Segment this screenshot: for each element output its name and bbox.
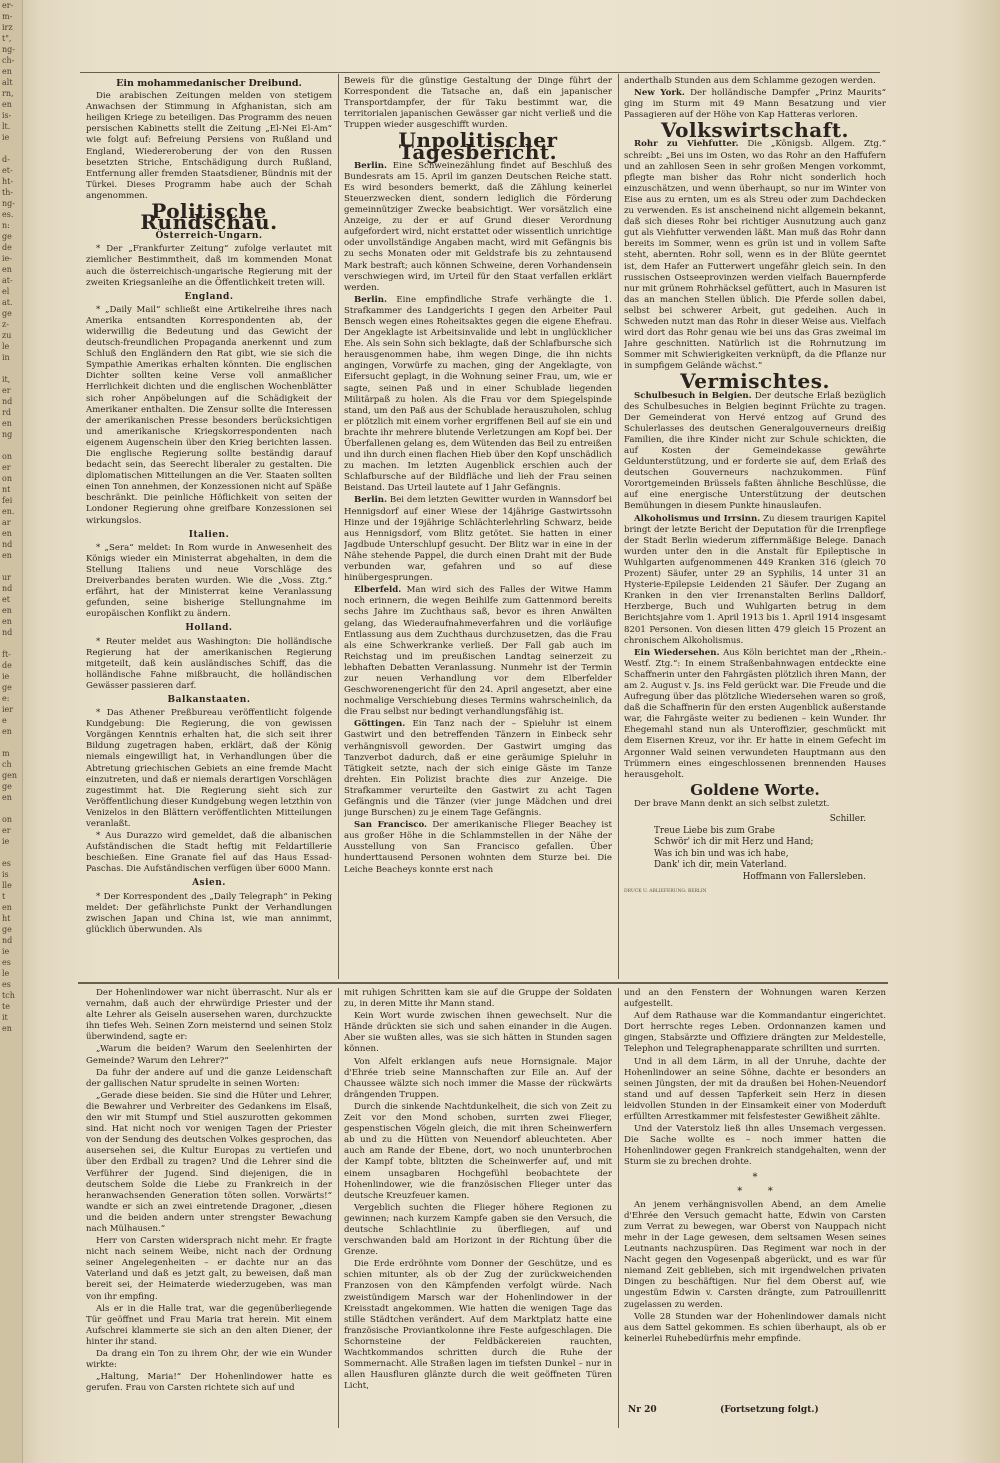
bleed-fragment: en — [2, 727, 12, 736]
novel-paragraph: „Gerade diese beiden. Sie sind die Hüter und Lehrer, die Bewahrer und Verbreiter des Gedankens im Elsaß, den wir mit Stumpf und Stiel auszurotten gekommen sind. Hat nicht noch vor wenigen Tagen der Priester von der Sendung des deutschen Volkes gesprochen, das ausersehen sei, die Kultur Europas zu vertiefen und über den Erdball zu tragen? Und die Lehrer sind die Verführer der Jugend. Sind diejenigen, die in deutschem Solde die Liebe zu Frankreich in der heranwachsenden Generation töten sollen. Vorwärts!“ wandte er sich an zwei eintretende Dragoner, „diesen und die beiden andern unter strengster Bewachung nach Mülhausen.“ — [86, 1090, 332, 1234]
poem-line: Schwör' ich dir mit Herz und Hand; — [654, 837, 814, 848]
bleed-fragment: ch — [2, 760, 12, 769]
bleed-fragment: en — [2, 419, 12, 428]
bleed-fragment: er — [2, 386, 11, 395]
bleed-fragment: fei — [2, 496, 13, 505]
article-title-dreibund: Ein mohammedanischer Dreibund. — [116, 78, 302, 89]
article-text: Zu diesem traurigen Kapitel bringt der letzte Bericht der Deputation für die Irrenpflege der Stadt Berlin wiederum ziffernmäßige Belege. Danach wurden unter den in die Anstalt für Epileptische in Wuhlgarten aufgenommenen 449 Kranken 316 (gleich 70 Prozent) Säufer, unter 29 an Syphilis, 14 unter 31 an Hysterie-Epilepsie Leidenden 21 Säufer. Der Zugang an Kranken in den vier Irrenanstalten Berlins Dalldorf, Herzberge, Buch und Wuhlgarten betrug in dem Berichtsjahre vom 1. April 1913 bis 1. April 1914 insgesamt 8201 Personen. Von diesen litten 479 gleich 15 Prozent an chronischem Alkoholismus. — [624, 513, 886, 646]
bleed-fragment: ie — [2, 672, 10, 681]
adjacent-page-bleed — [0, 0, 23, 1463]
bleed-fragment: it — [2, 1013, 8, 1022]
bleed-fragment: th- — [2, 188, 14, 197]
report-berlin-1 — [344, 161, 612, 294]
bleed-fragment: is- — [2, 111, 12, 120]
bleed-fragment: on — [2, 474, 12, 483]
feuilleton-column-3 — [624, 988, 886, 1388]
novel-paragraph: Vergeblich suchten die Flieger höhere Regionen zu gewinnen; nach kurzem Kampfe gaben sie den Versuch, die deutsche Schlachtlinie zu überfliegen, auf und verschwanden bald am Horizont in der Richtung über die Grenze. — [344, 1202, 612, 1258]
novel-paragraph: An jenem verhängnisvollen Abend, an dem Amelie d'Ehrée den Versuch gemacht hatte, Edwin von Carsten zum Verrat zu bewegen, war Oberst von Nauppach nicht mehr in der Lage gewesen, dem seltsamen Wesen seines Leutnants nachzuspüren. Das Regiment war noch in der Nacht gegen den Vogesenpaß abgerückt, und es war für niemand Zeit geblieben, sich mit irgendwelchen privaten Dingen zu beschäftigen. Nur fiel dem Oberst auf, wie ungestüm Edwin v. Carsten drängte, zum Patrouillenritt zugelassen zu werden. — [624, 1199, 886, 1310]
bleed-fragment: ft- — [2, 650, 11, 659]
dateline: San Francisco. — [354, 820, 428, 831]
section-break-star: * — [752, 1171, 758, 1183]
report-text: Ein Tanz nach der – Spieluhr ist einem Gastwirt und den betreffenden Tänzern in Einbeck sehr verhängnisvoll geworden. Der Gastwirt umging das Tanzverbot dadurch, daß er eine geräumige Spieluhr in Tätigkeit setzte, nach der sich einige Gäste im Tanze drehten. Ein Polizist brachte dies zur Anzeige. Die Strafkammer verurteilte den Gastwirt zu acht Tagen Gefängnis und die Tänzer (vier junge Mädchen und drei junge Burschen) zu je einem Tage Gefängnis. — [344, 719, 612, 819]
novel-paragraph: Als er in die Halle trat, war die gegenüberliegende Tür geöffnet und Frau Maria trat herein. Mit einem Aufschrei klammerte sie sich an den alten Diener, der hinter ihr stand. — [86, 1303, 332, 1347]
bleed-fragment: gen — [2, 771, 18, 780]
report-elberfeld — [344, 585, 612, 718]
bleed-fragment: at- — [2, 276, 13, 285]
report-new-york — [624, 88, 886, 121]
article-alkoholismus — [624, 514, 886, 647]
continued-note: (Fortsetzung folgt.) — [720, 1405, 819, 1415]
report-berlin-2 — [344, 295, 612, 495]
text-oesterreich: * Der „Frankfurter Zeitung“ zufolge verlautet mit ziemlicher Bestimmtheit, daß im kommenden Monat auch die österreichisch-ungarische Regierung mit der zweiten Kriegsanleihe an die Öffentlichkeit treten will. — [86, 244, 332, 288]
bleed-fragment: es — [2, 859, 11, 868]
bleed-fragment: on — [2, 452, 12, 461]
bleed-fragment: at. — [2, 298, 13, 307]
bleed-fragment: en — [2, 793, 12, 802]
column-rule-4 — [618, 988, 619, 1428]
bleed-fragment: en. — [2, 507, 15, 516]
bleed-fragment: ur — [2, 573, 11, 582]
column-top-middle — [344, 76, 612, 978]
novel-paragraph: „Haltung, Maria!“ Der Hohenlindower hatte es gerufen. Frau von Carsten richtete sich auf und — [86, 1372, 332, 1394]
bleed-fragment: ge — [2, 309, 12, 318]
bleed-fragment: tch — [2, 991, 15, 1000]
bleed-fragment: en — [2, 551, 12, 560]
bleed-fragment — [2, 737, 22, 748]
bleed-fragment: er- — [2, 1, 14, 10]
bleed-fragment: de — [2, 243, 12, 252]
bleed-fragment: rd — [2, 408, 11, 417]
bleed-fragment: ier — [2, 705, 14, 714]
bleed-fragment: m- — [2, 12, 13, 21]
novel-paragraph: mit ruhigen Schritten kam sie auf die Gruppe der Soldaten zu, in deren Mitte ihr Mann stand. — [344, 988, 612, 1010]
feuilleton-column-2 — [344, 988, 612, 1428]
bleed-fragment — [2, 638, 22, 649]
novel-paragraph: Und der Vaterstolz ließ ihn alles Unsemach vergessen. Die Sache wollte es – noch immer hatten die Hohenlindower gegen Frankreich standgehalten, wenn der Sturm sie zu brechen drohte. — [624, 1124, 886, 1168]
bleed-fragment: el — [2, 287, 10, 296]
novel-paragraph: Von Alfelt erklangen aufs neue Hornsignale. Major d'Ehrée trieb seine Mannschaften zur Eile an. Auf der Chaussee wälzte sich noch immer die Masse der rückwärts drängenden Truppen. — [344, 1056, 612, 1100]
novel-paragraph: Herr von Carsten widersprach nicht mehr. Er fragte nicht nach seinem Weibe, nicht nach der Ordnung seiner Angelegenheiten – er dachte nur an das Vaterland und daß es jetzt galt, zu beweisen, daß man bereit sei, der Heimaterde wiederzugeben, was man von ihr empfing. — [86, 1236, 332, 1302]
report-text: Eine Schweinezählung findet auf Beschluß des Bundesrats am 15. April im ganzen Deutschen Reiche statt. Es wird besonders bemerkt, daß die Zählung keinerlei Steuerzwecken dient, sondern lediglich die Förderung gemeinnütziger Zwecke beabsichtigt. Wer vorsätzlich eine Anzeige, zu der er auf Grund dieser Verordnung aufgefordert wird, nicht erstattet oder wissentlich unrichtige oder unvollständige Angaben macht, wird mit Gefängnis bis zu sechs Monaten oder mit Geldstrafe bis zu zehntausend Mark bestraft; auch können Schweine, deren Vorhandensein verschwiegen wird, im Urteil für den Staat verfallen erklärt werden. — [344, 160, 612, 293]
dateline: Berlin. — [354, 294, 388, 305]
bleed-fragment: et- — [2, 166, 13, 175]
novel-paragraph: Die Erde erdröhnte vom Donner der Geschütze, und es schien mitunter, als ob der Zug der zurückweichenden Franzosen von den Kämpfenden verfolgt würde. Nach zweistündigem Marsch war der Hohenlindower in der Kreisstadt angekommen. Wie hatten die wenigen Tage das stille Städtchen verändert. Auf dem Marktplatz hatte eine französische Proviantkolonne ihre Feste aufgeschlagen. Die Schornsteine der Feldbäckereien rauchten, Wachtkommandos schritten durch die Ruhe der Sommernacht. Alle Straßen lagen im tiefsten Dunkel – nur in allen Hausfluren glänzte durch die weit geöffneten Türen Licht, — [344, 1259, 612, 1392]
bleed-fragment: ie — [2, 837, 10, 846]
bleed-fragment: en — [2, 265, 12, 274]
dateline: Berlin. — [354, 160, 388, 171]
bleed-fragment: en — [2, 1024, 12, 1033]
dateline: Berlin. — [354, 495, 388, 506]
bleed-fragment: ge — [2, 925, 12, 934]
bleed-fragment: le — [2, 342, 10, 351]
text-england: * „Daily Mail“ schließt eine Artikelreihe ihres nach Amerika entsandten Korrespondenten ab, der widerwillig die Bedeutung und das Gewicht der deutsch-freundlichen Propaganda anerkennt und zum Schluß den Engländern den Rat gibt, wie sie sich die Sympathie Amerikas erhalten könnten. Die englischen Dichter sollten keine Verse voll anmaßlicher Herrlichkeit dichten und die englischen Wochenblätter sich roher Anpöbelungen auf die Schädigkeit der Amerikaner enthalten. Die Zensur sollte die Interessen der amerikanischen Presse besonders berücksichtigen und amerikanische Kriegskorrespondenten nach eigenem Augenschein über den Krieg berichten lassen. Die englische Regierung sollte beständig darauf bedacht sein, das Seerecht liberaler zu gestalten. Die diplomatischen Mitteilungen an die Ver. Staaten sollten einen Ton annehmen, der Konzessionen nicht auf Späße beschränkt. Die peinliche Höflichkeit von seiten der Londoner Regierung ohne greifbare Konzessionen sei wirkungslos. — [86, 304, 332, 526]
bleed-fragment: en — [2, 529, 12, 538]
poem-line: Treue Liebe bis zum Grabe — [654, 825, 775, 836]
bleed-fragment: ge — [2, 683, 12, 692]
novel-paragraph: Durch die sinkende Nachtdunkelheit, die sich von Zeit zu Zeit vor den Mond schoben, surrten zwei Flieger, gespenstischen Vögeln gleich, die mit ihren Scheinwerfern ab und zu die Hütten von Neuendorf ableuchteten. Aber auch am Rande der Ebene, dort, wo noch ununterbrochen der Kampf tobte, blitzten die Scheinwerfer auf, und mit einem unsagbaren Hochgefühl beobachtete der Hohenlindower, wie die französischen Flieger unter das deutsche Kreuzfeuer kamen. — [344, 1101, 612, 1201]
bleed-fragment: ge — [2, 782, 12, 791]
dateline: Göttingen. — [354, 719, 406, 730]
bleed-fragment — [2, 440, 22, 451]
bleed-fragment — [2, 847, 22, 858]
text-sf-continued: anderthalb Stunden aus dem Schlamme gezogen werden. — [624, 76, 876, 86]
top-border-rule — [80, 72, 880, 73]
poem-author: Hoffmann von Fallersleben. — [742, 871, 866, 882]
text-italien: * „Sera“ meldet: In Rom wurde in Anwesenheit des Königs wieder ein Ministerrat abgehalten, in dem die Stellung Italiens und neue Vorschläge des Dreiverbandes beraten wurden. Wie die „Voss. Ztg.“ erfährt, hat der Ministerrat keine Veranlassung gefunden, seine bisherige Stellungnahme im europäischen Konflikt zu ändern. — [86, 542, 332, 620]
bleed-fragment: t — [2, 892, 6, 901]
bleed-fragment: nd — [2, 540, 13, 549]
bleed-fragment: et — [2, 595, 10, 604]
subhead-balkan: Balkanstaaten. — [167, 694, 251, 705]
subhead-holland: Holland. — [185, 623, 233, 634]
subhead-italien: Italien. — [188, 529, 230, 540]
bleed-fragment: en — [2, 606, 12, 615]
bleed-fragment: irz — [2, 23, 13, 32]
article-lead: Alkoholismus und Irrsinn. — [634, 513, 761, 524]
text-asien-continued: Beweis für die günstige Gestaltung der Dinge führt der Korrespondent die Tatsache an, daß ein japanischer Transportdampfer, der für Taku bestimmt war, die territorialen japanischen Gewässer gar nicht verließ und die Truppen wieder ausgeschifft wurden. — [344, 76, 612, 131]
report-text: Der holländische Dampfer „Prinz Maurits“ ging im Sturm mit 49 Mann Besatzung und vier Passagieren auf der Höhe von Kap Hatteras verloren. — [624, 88, 886, 121]
section-title-tagesbericht: Unpolitischer Tagesbericht. — [398, 128, 558, 164]
article-rohr — [624, 139, 886, 372]
bleed-fragment: ng- — [2, 199, 15, 208]
bleed-fragment: nd — [2, 397, 13, 406]
bleed-fragment: er — [2, 826, 11, 835]
column-rule-1 — [338, 74, 339, 979]
novel-paragraph: Volle 28 Stunden war der Hohenlindower damals nicht aus dem Sattel gekommen. Es schien überhaupt, als ob er keinerlei Ruhebedürfnis mehr empfinde. — [624, 1311, 886, 1344]
bleed-fragment: ng- — [2, 45, 15, 54]
bleed-fragment: nd — [2, 628, 13, 637]
bleed-fragment: is — [2, 870, 9, 879]
report-berlin-3 — [344, 495, 612, 584]
bleed-fragment: en — [2, 100, 12, 109]
bleed-fragment: ge — [2, 232, 12, 241]
dateline: New York. — [634, 88, 685, 99]
bleed-fragment: te — [2, 1002, 10, 1011]
issue-number: Nr 20 — [628, 1405, 657, 1415]
report-san-francisco — [344, 820, 612, 875]
bleed-fragment: ar — [2, 518, 11, 527]
bleed-fragment: ht — [2, 914, 11, 923]
bleed-fragment: m — [2, 749, 10, 758]
column-rule-2 — [618, 74, 619, 979]
subhead-asien: Asien. — [192, 878, 226, 889]
column-rule-3 — [338, 988, 339, 1428]
bleed-fragment: de — [2, 661, 12, 670]
bleed-fragment: t", — [2, 34, 12, 43]
feuilleton-column-1 — [86, 988, 332, 1428]
dateline: Elberfeld. — [354, 585, 402, 596]
quote-text: Der brave Mann denkt an sich selbst zuletzt. — [634, 798, 830, 809]
report-text: Der amerikanische Flieger Beachey ist aus großer Höhe in die Schlammstellen in der Nähe der Ausstellung von San Francisco gefallen. Über hunderttausend Personen wohnten dem Sturze bei. Die Leiche Beacheys konnte erst nach — [344, 820, 612, 875]
bleed-fragment — [2, 363, 22, 374]
bleed-fragment: z- — [2, 320, 9, 329]
feuilleton-separator-rule — [78, 982, 888, 984]
bleed-fragment: in — [2, 353, 10, 362]
article-lead: Schulbesuch in Belgien. — [634, 390, 752, 401]
bleed-fragment: d- — [2, 155, 10, 164]
novel-paragraph: und an den Fenstern der Wohnungen waren Kerzen aufgestellt. — [624, 988, 886, 1010]
subhead-england: England. — [184, 291, 234, 302]
text-balkan-1: * Das Athener Preßbureau veröffentlicht folgende Kundgebung: Die Regierung, die von gewissen Vorgängen Kenntnis erhalten hat, die sich seit ihrer Bildung zugetragen haben, erklärt, daß der König niemals eingewilligt hat, in Verhandlungen über die Abtretung griechischen Gebiets an eine fremde Macht einzutreten, und daß er niemals derartigen Vorschlägen zugestimmt hat. Die Regierung sieht sich zur Veröffentlichung dieser Kundgebung wegen letzthin von Venizelos in den Blättern veröffentlichten Mitteilungen veranlaßt. — [86, 708, 332, 829]
poem-line: Dank' ich dir, mein Vaterland. — [654, 860, 787, 871]
column-top-right — [624, 76, 886, 978]
article-wiedersehen — [624, 648, 886, 781]
bleed-fragment: e — [2, 716, 7, 725]
article-text-dreibund: Die arabischen Zeitungen melden von stetigem Anwachsen der Stimmung in Afghanistan, sich am heiligen Kriege zu beteiligen. Das Programm des neuen persischen Kabinetts stellt die Zeitung „El-Nei El-Am“ wie folgt auf: Befreiung Persiens von Rußland und England, Wiedereroberung der von den Russen besetzten Striche, Entschädigung durch Rußland, Entfernung aller fremden Staatsdiener, Bündnis mit der Türkei. Dieses Programm habe auch der Schah angenommen. — [86, 91, 332, 201]
bleed-fragment: le — [2, 969, 10, 978]
report-text: Eine empfindliche Strafe verhängte die 1. Strafkammer des Landgerichts I gegen den Arbeiter Paul Bensch wegen eines Roheitsaktes gegen die eigene Ehefrau. Der Angeklagte ist Arbeitsinvalide und lebt in unglücklicher Ehe. Als sein Sohn sich beklagte, daß der Schlafbursche sich herausgenommen habe, ihm wegen Dinge, die ihn nichts angingen, Vorwürfe zu machen, ging der Angeklagte, von Eifersucht geplagt, in die Wohnung seiner Frau, um, wie er sagte, seinen Paß und in einer Schublade liegenden Militärpaß zu holen. Als die Frau vor dem Spiegelspinde stand, um den Paß aus der Schublade herauszuholen, schlug er plötzlich mit einem vorher ergriffenen Beil auf sie ein und brachte ihr mehrere blutende Verletzungen am Kopf bei. Der Überfallenen gelang es, dem Wütenden das Beil zu entreißen und ihn durch einen flachen Hieb über den Kopf unschädlich zu machen. Im letzten Augenblick erschien auch der Schlafbursche auf der Bildfläche und lieh der Frau seinen Beistand. Das Urteil lautete auf 1 Jahr Gefängnis. — [344, 294, 612, 494]
bleed-fragment: alt — [2, 78, 13, 87]
article-lead: Ein Wiedersehen. — [634, 647, 720, 658]
bleed-fragment: ie — [2, 133, 10, 142]
bleed-fragment: it, — [2, 375, 11, 384]
bleed-fragment: en — [2, 903, 12, 912]
report-text: Bei dem letzten Gewitter wurden in Wannsdorf bei Hennigsdorf auf einer Wiese der 14jährige Gastwirtssohn Hinze und der 19jährige Schlächterlehrling Schwarz, beide aus Hennigsdorf, vom Blitz getötet. Sie hatten in einer Jagdbude Unterschlupf gesucht. Der Blitz war in eine in der Nähe stehende Pappel, die durch einen Draht mit der Bude verbunden war, gefahren und so auf diese hinübergesprungen. — [344, 495, 612, 584]
novel-paragraph: Und in all dem Lärm, in all der Unruhe, dachte der Hohenlindower an seine Söhne, dachte er besonders an seinen Jüngsten, der mit da draußen bei Hohen-Neuendorf stand und auf dessen Tapferkeit sein Herz in diesen leidvollen Stunden in der Einsamkeit einer von Moderduft erfüllten Arrestkammer mit felsfestester Gewißheit zählte. — [624, 1056, 886, 1123]
section-title-goldene-worte: Goldene Worte. — [690, 780, 820, 799]
report-text: Man wird sich des Falles der Witwe Hamm noch erinnern, die wegen Beihilfe zum Gattenmord bereits sechs Jahre im Zuchthaus saß, bevor es ihren Anwälten gelang, das Wiederaufnahmeverfahren und die vorläufige Entlassung aus dem Zuchthaus durchzusetzen, das die Frau als eine Schwerkranke verließ. Der Fall gab auch im Reichstag und im preußischen Landtag seinerzeit zu lebhaften Debatten Veranlassung. Nunmehr ist der Termin zur neuen Verhandlung vor dem Elberfelder Geschworenengericht für den 24. April angesetzt, aber eine nochmalige Verschiebung dieses Termins wahrscheinlich, da die Frau selbst nur bedingt verhandlungsfähig ist. — [344, 585, 612, 718]
imprint: DRUCK U. ABLIEFERUNG: BERLIN — [624, 888, 707, 894]
bleed-fragment: nd — [2, 584, 13, 593]
text-asien: * Der Korrespondent des „Daily Telegraph“ in Peking meldet: Der gefährlichste Punkt der Verhandlungen zwischen Japan und China ist, wie man annimmt, glücklich überwunden. Als — [86, 891, 332, 935]
bleed-fragment: er — [2, 463, 11, 472]
bleed-fragment: ht- — [2, 177, 14, 186]
poem — [654, 814, 886, 884]
novel-paragraph: Da drang ein Ton zu ihrem Ohr, der wie ein Wunder wirkte: — [86, 1349, 332, 1371]
column-top-left — [86, 76, 332, 978]
bleed-fragment: es. — [2, 210, 14, 219]
novel-paragraph: Da fuhr der andere auf und die ganze Leidenschaft der gallischen Natur sprudelte in seinen Worten: — [86, 1067, 332, 1089]
bleed-fragment: e: — [2, 694, 10, 703]
report-goettingen — [344, 719, 612, 819]
bleed-fragment: zu — [2, 331, 12, 340]
section-title-volkswirtschaft: Volkswirtschaft. — [660, 118, 850, 143]
section-break-stars: * * — [737, 1185, 773, 1197]
bleed-fragment: ie- — [2, 254, 12, 263]
quote-author: Schiller. — [829, 814, 866, 824]
bleed-fragment: en — [2, 67, 12, 76]
bleed-fragment: n: — [2, 221, 10, 230]
article-text: Die „Königsb. Allgem. Ztg.“ schreibt: „Bei uns im Osten, wo das Rohr an den Haffufern und an zahllosen Seen in sehr großen Mengen vorkommt, pflegte man bisher das Rohr nicht sonderlich hoch einzuschätzen, und wenn überhaupt, so nur im Winter von Eise aus zu ernten, um es als Streu oder zum Dachdecken zu verwenden. Es ist anscheinend nicht allgemein bekannt, daß sich dieses Rohr bei richtiger Ausnutzung auch ganz gut als Viehfutter verwenden läßt. Man muß das Rohr dann bereits im Sommer, wenn es grün ist und in vollem Safte steht, abernten. Rohr soll, wenn es in der Blüte geerntet ist, dem Hafer an Futterwert ungefähr gleich sein. In den russischen Ostseeprovinzen werden vielfach Bauernpferde nur mit grünem Rohrhäcksel gefüttert, auch in Masuren ist das an manchen Stellen üblich. Die Pferde sollen dabei, selbst bei schwerer Arbeit, gut gedeihen. Auch in Schweden nutzt man das Rohr in dieser Weise aus. Vielfach wird dort das Rohr genau wie bei uns das Gras zweimal im Jahre geschnitten. Natürlich ist die Rohrnutzung im Sommer mit Schwierigkeiten verknüpft, da die Pflanze nur in sumpfigem Gelände wächst.“ — [624, 139, 886, 372]
bleed-fragment: en — [2, 617, 12, 626]
novel-paragraph: „Warum die beiden? Warum den Seelenhirten der Gemeinde? Warum den Lehrer?“ — [86, 1044, 332, 1066]
bleed-fragment: ng — [2, 430, 13, 439]
subhead-oesterreich: Österreich-Ungarn. — [155, 231, 263, 242]
bleed-fragment: nt — [2, 485, 11, 494]
bleed-fragment: ch- — [2, 56, 15, 65]
section-title-vermischtes: Vermischtes. — [680, 369, 830, 394]
novel-paragraph: Auf dem Rathause war die Kommandantur eingerichtet. Dort herrschte reges Leben. Ordonnanzen kamen und gingen, Stabsärzte und Offiziere drängten zur Meldestelle, Telephon und Telegraphenapparate schrillten und surrten. — [624, 1011, 886, 1055]
article-lead: Rohr zu Viehfutter. — [634, 139, 739, 150]
bleed-fragment — [2, 803, 22, 814]
bleed-fragment: es — [2, 980, 11, 989]
bleed-fragment: rn, — [2, 89, 14, 98]
bleed-fragment — [2, 143, 22, 154]
bleed-fragment: lle — [2, 881, 12, 890]
bleed-fragment: on — [2, 815, 12, 824]
novel-paragraph: Kein Wort wurde zwischen ihnen gewechselt. Nur die Hände drückten sie sich und sahen einander in die Augen. Aber sie wußten alles, was sie sich hätten in Stunden sagen können. — [344, 1011, 612, 1055]
text-holland: * Reuter meldet aus Washington: Die holländische Regierung hat der amerikanischen Regierung mitgeteilt, daß kein ausländisches Schiff, das die holländische Fahne mißbraucht, die holländischen Gewässer passieren darf. — [86, 636, 332, 691]
bleed-fragment: ie — [2, 947, 10, 956]
section-title-politische-rundschau: Politische Rundschau. — [140, 199, 278, 235]
text-balkan-2: * Aus Durazzo wird gemeldet, daß die albanischen Aufständischen die Stadt heftig mit Feldartillerie beschießen. Eine Granate fiel auf das Haus Essad-Paschas. Die Aufständischen verfügen über 6000 Mann. — [86, 831, 332, 875]
article-text: Aus Köln berichtet man der „Rhein.-Westf. Ztg.“: In einem Straßenbahnwagen entdeckte eine Schaffnerin unter den Fahrgästen plötzlich ihren Mann, der am 2. August v. Js. ins Feld gerückt war. Die Freude und die Aufregung über das plötzliche Wiedersehen waren so groß, daß die Schaffnerin für den ersten Augenblick außerstande war, die Fahrgäste weiter zu bedienen – kein Wunder. Ihr Ehegemahl stand nun als Unteroffizier, geschmückt mit dem Eisernen Kreuz, vor ihr. Er hatte in einem Gefecht im Argonner Wald seinen verwundeten Hauptmann aus den Trümmern eines eingeschlossenen brennenden Hauses herausgeholt. — [624, 647, 886, 780]
bleed-fragment: lt. — [2, 122, 11, 131]
bleed-fragment — [2, 561, 22, 572]
bleed-fragment: nd — [2, 936, 13, 945]
article-schulbesuch — [624, 391, 886, 513]
novel-paragraph: Der Hohenlindower war nicht überrascht. Nur als er vernahm, daß auch der ehrwürdige Priester und der alte Lehrer als Geiseln ausersehen waren, durchzuckte ihn tiefes Weh. Seinen Zorn meisternd und seinen Stolz überwindend, sagte er: — [86, 988, 332, 1043]
article-text: Der deutsche Erlaß bezüglich des Schulbesuches in Belgien beginnt Früchte zu tragen. Der Gemeinderat von Hervé entzog auf Grund des Schulerlasses des deutschen Generalgouverneurs dreißig Familien, die ihre Kinder nicht zur Schule schickten, die auf Kosten der Gemeindekasse gewährte Geldunterstützung, und er forderte sie auf, dem Erlaß des deutschen Gouverneurs nachzukommen. Fünf Vorortgemeinden Brüssels faßten ähnliche Beschlüsse, die auf eine energische Unterstützung der deutschen Bemühungen in diesem Punkte hinauslaufen. — [624, 390, 886, 512]
poem-line: Was ich bin und was ich habe, — [654, 848, 789, 859]
bleed-fragment: es — [2, 958, 11, 967]
